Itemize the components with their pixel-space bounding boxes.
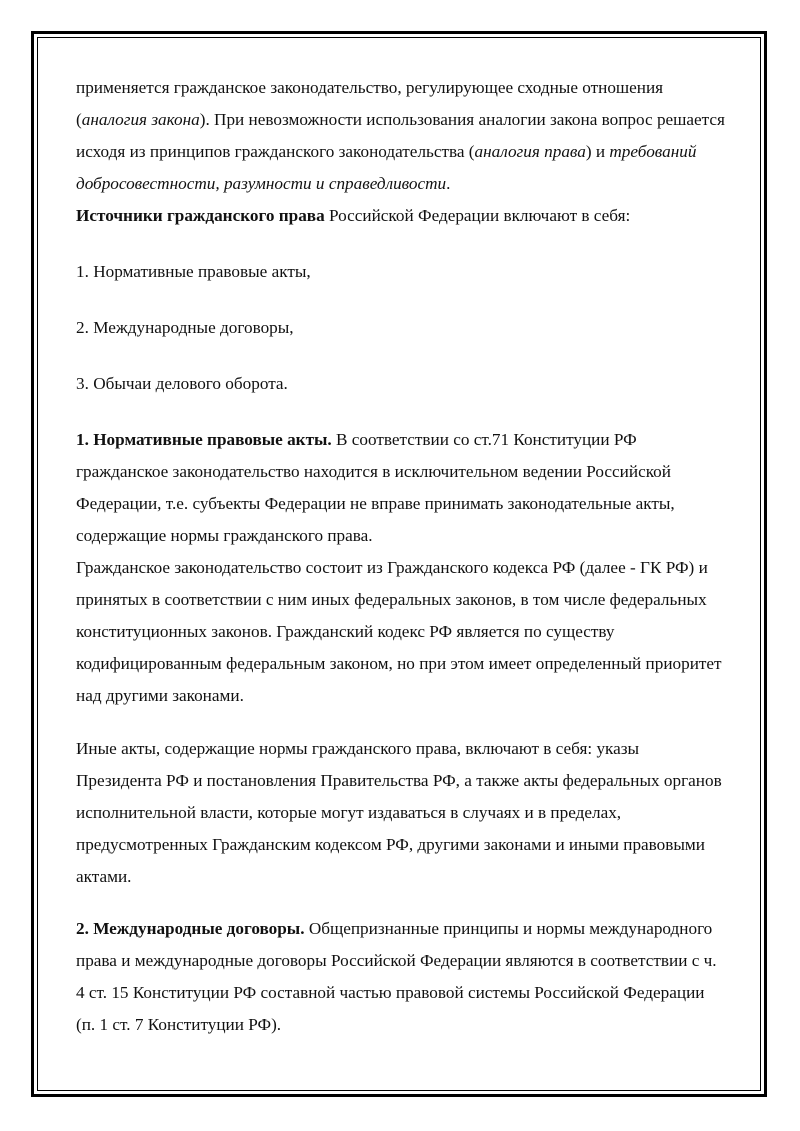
intro-text-1: применяется гражданское законодательство, регулирующее сходные отношения ( bbox=[76, 78, 664, 129]
intro-text-2: ). При невозможности использования аналогии закона вопрос решается исходя из принципов гражданского законодательства ( bbox=[76, 110, 725, 161]
intro-italic-3: требований добросовестности, разумности и справедливости bbox=[76, 142, 697, 193]
intro-paragraph bbox=[76, 72, 726, 200]
section2-text-1: Общепризнанные принципы и нормы международного права и международные договоры Российской Федерации являются в соответствии с ч. 4 ст. 15 Конституции РФ составной частью правовой системы Российской Федерации (п. 1 ст. 7 Конституции РФ). bbox=[76, 919, 717, 1034]
section1-text-1: В соответствии со ст.71 Конституции РФ гражданское законодательство находится в исключительном ведении Российской Федерации, т.е. субъекты Федерации не вправе принимать законодательные акты, содержащие нормы гражданского права. bbox=[76, 430, 675, 545]
intro-text-4: . bbox=[446, 174, 451, 193]
section1-paragraph-3: Иные акты, содержащие нормы гражданского права, включают в себя: указы Президента РФ и постановления Правительства РФ, а также акты федеральных органов исполнительной власти, которые могут издаваться в случаях и в пределах, предусмотренных Гражданским кодексом РФ, другими законами и иными правовыми актами. bbox=[76, 739, 722, 886]
list-item: 2. Международные договоры, bbox=[76, 318, 294, 337]
section2-paragraph-1 bbox=[76, 913, 726, 1041]
section1-heading: 1. Нормативные правовые акты. bbox=[76, 430, 332, 449]
intro-italic-1: аналогия закона bbox=[81, 110, 200, 129]
intro-italic-2: аналогия права bbox=[474, 142, 586, 161]
section1-paragraph-1 bbox=[76, 424, 726, 552]
sources-heading-text: Российской Федерации включают в себя: bbox=[324, 206, 631, 225]
list-item: 3. Обычаи делового оборота. bbox=[76, 374, 288, 393]
document-body bbox=[76, 72, 726, 1041]
sources-heading-bold: Источники гражданского права bbox=[76, 206, 325, 225]
section1-paragraph-2: Гражданское законодательство состоит из Гражданского кодекса РФ (далее - ГК РФ) и принятых в соответствии с ним иных федеральных законов, в том числе федеральных конституционных законов. Гражданский кодекс РФ является по существу кодифицированным федеральным законом, но при этом имеет определенный приоритет над другими законами. bbox=[76, 558, 722, 705]
list-item: 1. Нормативные правовые акты, bbox=[76, 262, 311, 281]
sources-heading bbox=[76, 200, 726, 232]
section2-heading: 2. Международные договоры. bbox=[76, 919, 305, 938]
intro-text-3: ) и bbox=[585, 142, 610, 161]
